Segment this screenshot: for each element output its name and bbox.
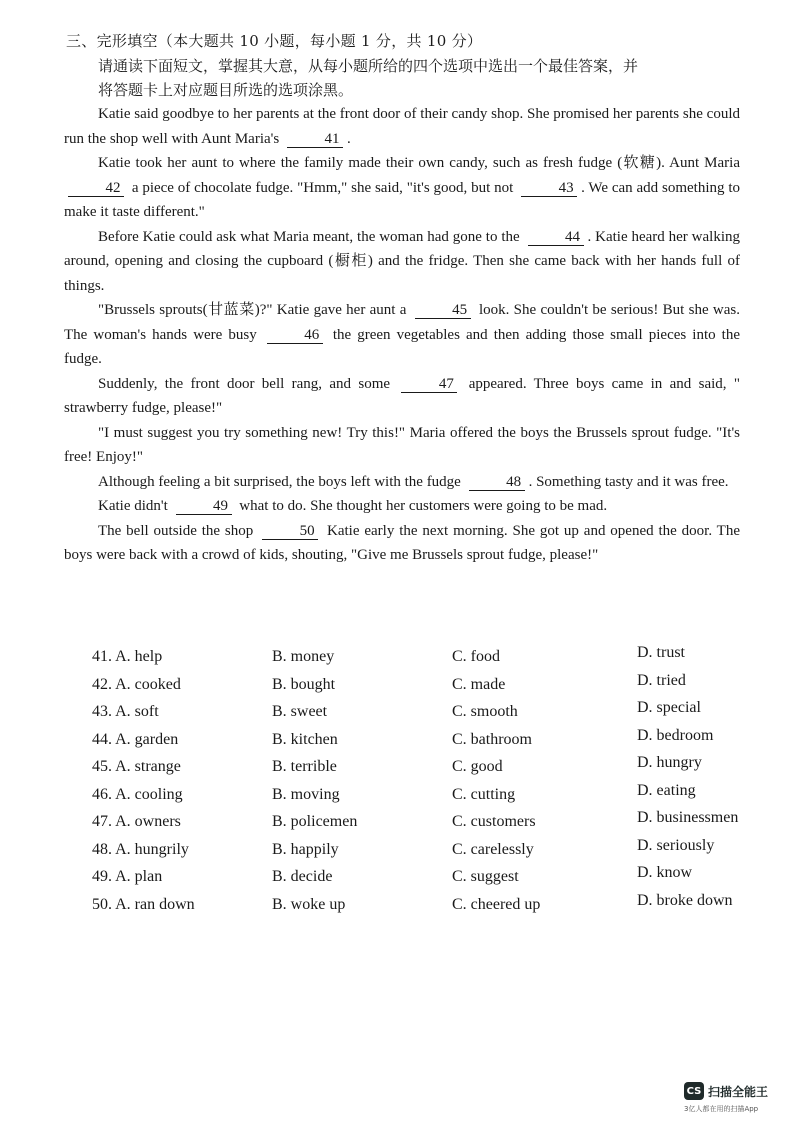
passage-text: Suddenly, the front door bell rang, and some xyxy=(98,375,398,392)
passage-text: the green vegetables and then adding those small pieces into the fudge. xyxy=(64,326,740,367)
blank-43: 43 xyxy=(521,180,577,197)
option-a: 50. A. ran down xyxy=(92,895,195,913)
section-heading: 三、完形填空（本大题共 10 小题，每小题 1 分，共 10 分） xyxy=(66,32,483,50)
scanner-brand-name: 扫描全能王 xyxy=(708,1084,769,1099)
passage-text: Although feeling a bit surprised, the boys left with the fudge xyxy=(98,473,465,490)
passage-paragraph xyxy=(64,102,740,151)
passage-paragraph xyxy=(64,470,740,495)
option-b: B. money xyxy=(272,648,335,665)
blank-42: 42 xyxy=(68,180,124,197)
passage-text: a piece of chocolate fudge. "Hmm," she said, "it's good, but not xyxy=(128,179,518,196)
option-c: C. carelessly xyxy=(452,840,534,858)
option-a: 47. A. owners xyxy=(92,813,181,830)
blank-47: 47 xyxy=(401,376,457,393)
option-c: C. food xyxy=(452,648,500,665)
option-a: 46. A. cooling xyxy=(92,785,183,803)
option-a: 42. A. cooked xyxy=(92,675,181,693)
passage-text: Before Katie could ask what Maria meant, the woman had gone to the xyxy=(98,228,524,245)
passage-paragraph xyxy=(64,298,740,372)
passage-text: . xyxy=(346,130,351,147)
option-c: C. made xyxy=(452,675,506,693)
blank-41: 41 xyxy=(287,131,343,148)
option-d: D. know xyxy=(637,864,693,881)
option-b: B. policemen xyxy=(272,813,358,830)
blank-44: 44 xyxy=(528,229,584,246)
passage-text: look. She couldn't be serious! But she was. The woman's hands were busy xyxy=(64,302,740,343)
passage-paragraph xyxy=(64,494,740,519)
option-d: D. businessmen xyxy=(637,809,739,826)
option-row xyxy=(92,891,772,924)
answer-options xyxy=(92,644,772,923)
passage-text: what to do. She thought her customers were going to be mad. xyxy=(235,498,608,514)
blank-49: 49 xyxy=(176,498,232,515)
passage-paragraph xyxy=(64,151,740,225)
passage-paragraph xyxy=(64,421,740,470)
option-d: D. eating xyxy=(637,781,696,799)
passage-text: appeared. Three boys came in and said, " strawberry fudge, please!" xyxy=(64,375,740,416)
passage-text: "I must suggest you try something new! Try this!" Maria offered the boys the Brussels sprout fudge. "It's free! Enjoy!" xyxy=(64,424,740,465)
passage-text: Katie said goodbye to her parents at the front door of their candy shop. She promised her parents she could run the shop well with Aunt Maria's xyxy=(64,106,740,147)
option-b: B. kitchen xyxy=(272,730,338,748)
option-c: C. customers xyxy=(452,813,536,830)
option-c: C. bathroom xyxy=(452,730,532,748)
scanner-watermark xyxy=(684,1082,784,1114)
option-a: 41. A. help xyxy=(92,648,163,665)
option-a: 48. A. hungrily xyxy=(92,840,189,858)
blank-50: 50 xyxy=(262,523,318,540)
passage-text: Katie didn't xyxy=(98,498,172,514)
passage-text: "Brussels sprouts(甘蓝菜)?" Katie gave her aunt a xyxy=(98,302,411,318)
option-c: C. cutting xyxy=(452,785,516,803)
option-d: D. broke down xyxy=(637,891,733,909)
passage-paragraph xyxy=(64,372,740,421)
option-d: D. tried xyxy=(637,671,686,689)
passage-text: Katie took her aunt to where the family made their own candy, such as fresh fudge (软糖). Aunt Maria xyxy=(98,155,740,171)
option-d: D. trust xyxy=(637,644,685,661)
option-c: C. good xyxy=(452,758,503,775)
option-b: B. sweet xyxy=(272,703,328,720)
passage-paragraph xyxy=(64,225,740,299)
option-d: D. bedroom xyxy=(637,726,714,744)
blank-45: 45 xyxy=(415,302,471,319)
passage-paragraph xyxy=(64,519,740,568)
blank-46: 46 xyxy=(267,327,323,344)
passage-text: . We can add something to make it taste different." xyxy=(64,179,740,220)
passage-text: Katie early the next morning. She got up and opened the door. The boys were back with a crowd of kids, shouting, "Give me Brussels sprout fudge, please!" xyxy=(64,522,741,563)
camscanner-logo-icon: CS xyxy=(684,1082,704,1100)
option-b: B. bought xyxy=(272,675,336,693)
option-d: D. seriously xyxy=(637,836,715,854)
passage-text: The bell outside the shop xyxy=(98,522,259,539)
option-c: C. cheered up xyxy=(452,895,541,913)
option-b: B. happily xyxy=(272,840,339,858)
option-d: D. hungry xyxy=(637,754,702,771)
option-b: B. moving xyxy=(272,785,340,803)
option-b: B. woke up xyxy=(272,895,346,913)
option-c: C. smooth xyxy=(452,703,518,720)
scanner-tagline: 3亿人都在用的扫描App xyxy=(684,1105,759,1113)
option-c: C. suggest xyxy=(452,868,519,885)
option-d: D. special xyxy=(637,699,701,716)
instruction-line-1: 请通读下面短文，掌握其大意，从每小题所给的四个选项中选出一个最佳答案，并 xyxy=(98,57,639,75)
option-a: 44. A. garden xyxy=(92,730,179,748)
passage-text: . Something tasty and it was free. xyxy=(528,473,729,490)
passage-text: . Katie heard her walking around, opening and closing the cupboard (橱柜) and the fridge. Then she came back with her hands full of things. xyxy=(64,228,740,294)
option-a: 45. A. strange xyxy=(92,758,181,775)
instruction-line-2: 将答题卡上对应题目所选的选项涂黑。 xyxy=(98,81,354,99)
blank-48: 48 xyxy=(469,474,525,491)
option-a: 49. A. plan xyxy=(92,868,163,885)
option-b: B. decide xyxy=(272,868,333,885)
option-b: B. terrible xyxy=(272,758,337,775)
section-instruction xyxy=(98,54,728,102)
option-a: 43. A. soft xyxy=(92,703,159,720)
cloze-passage xyxy=(64,102,740,568)
